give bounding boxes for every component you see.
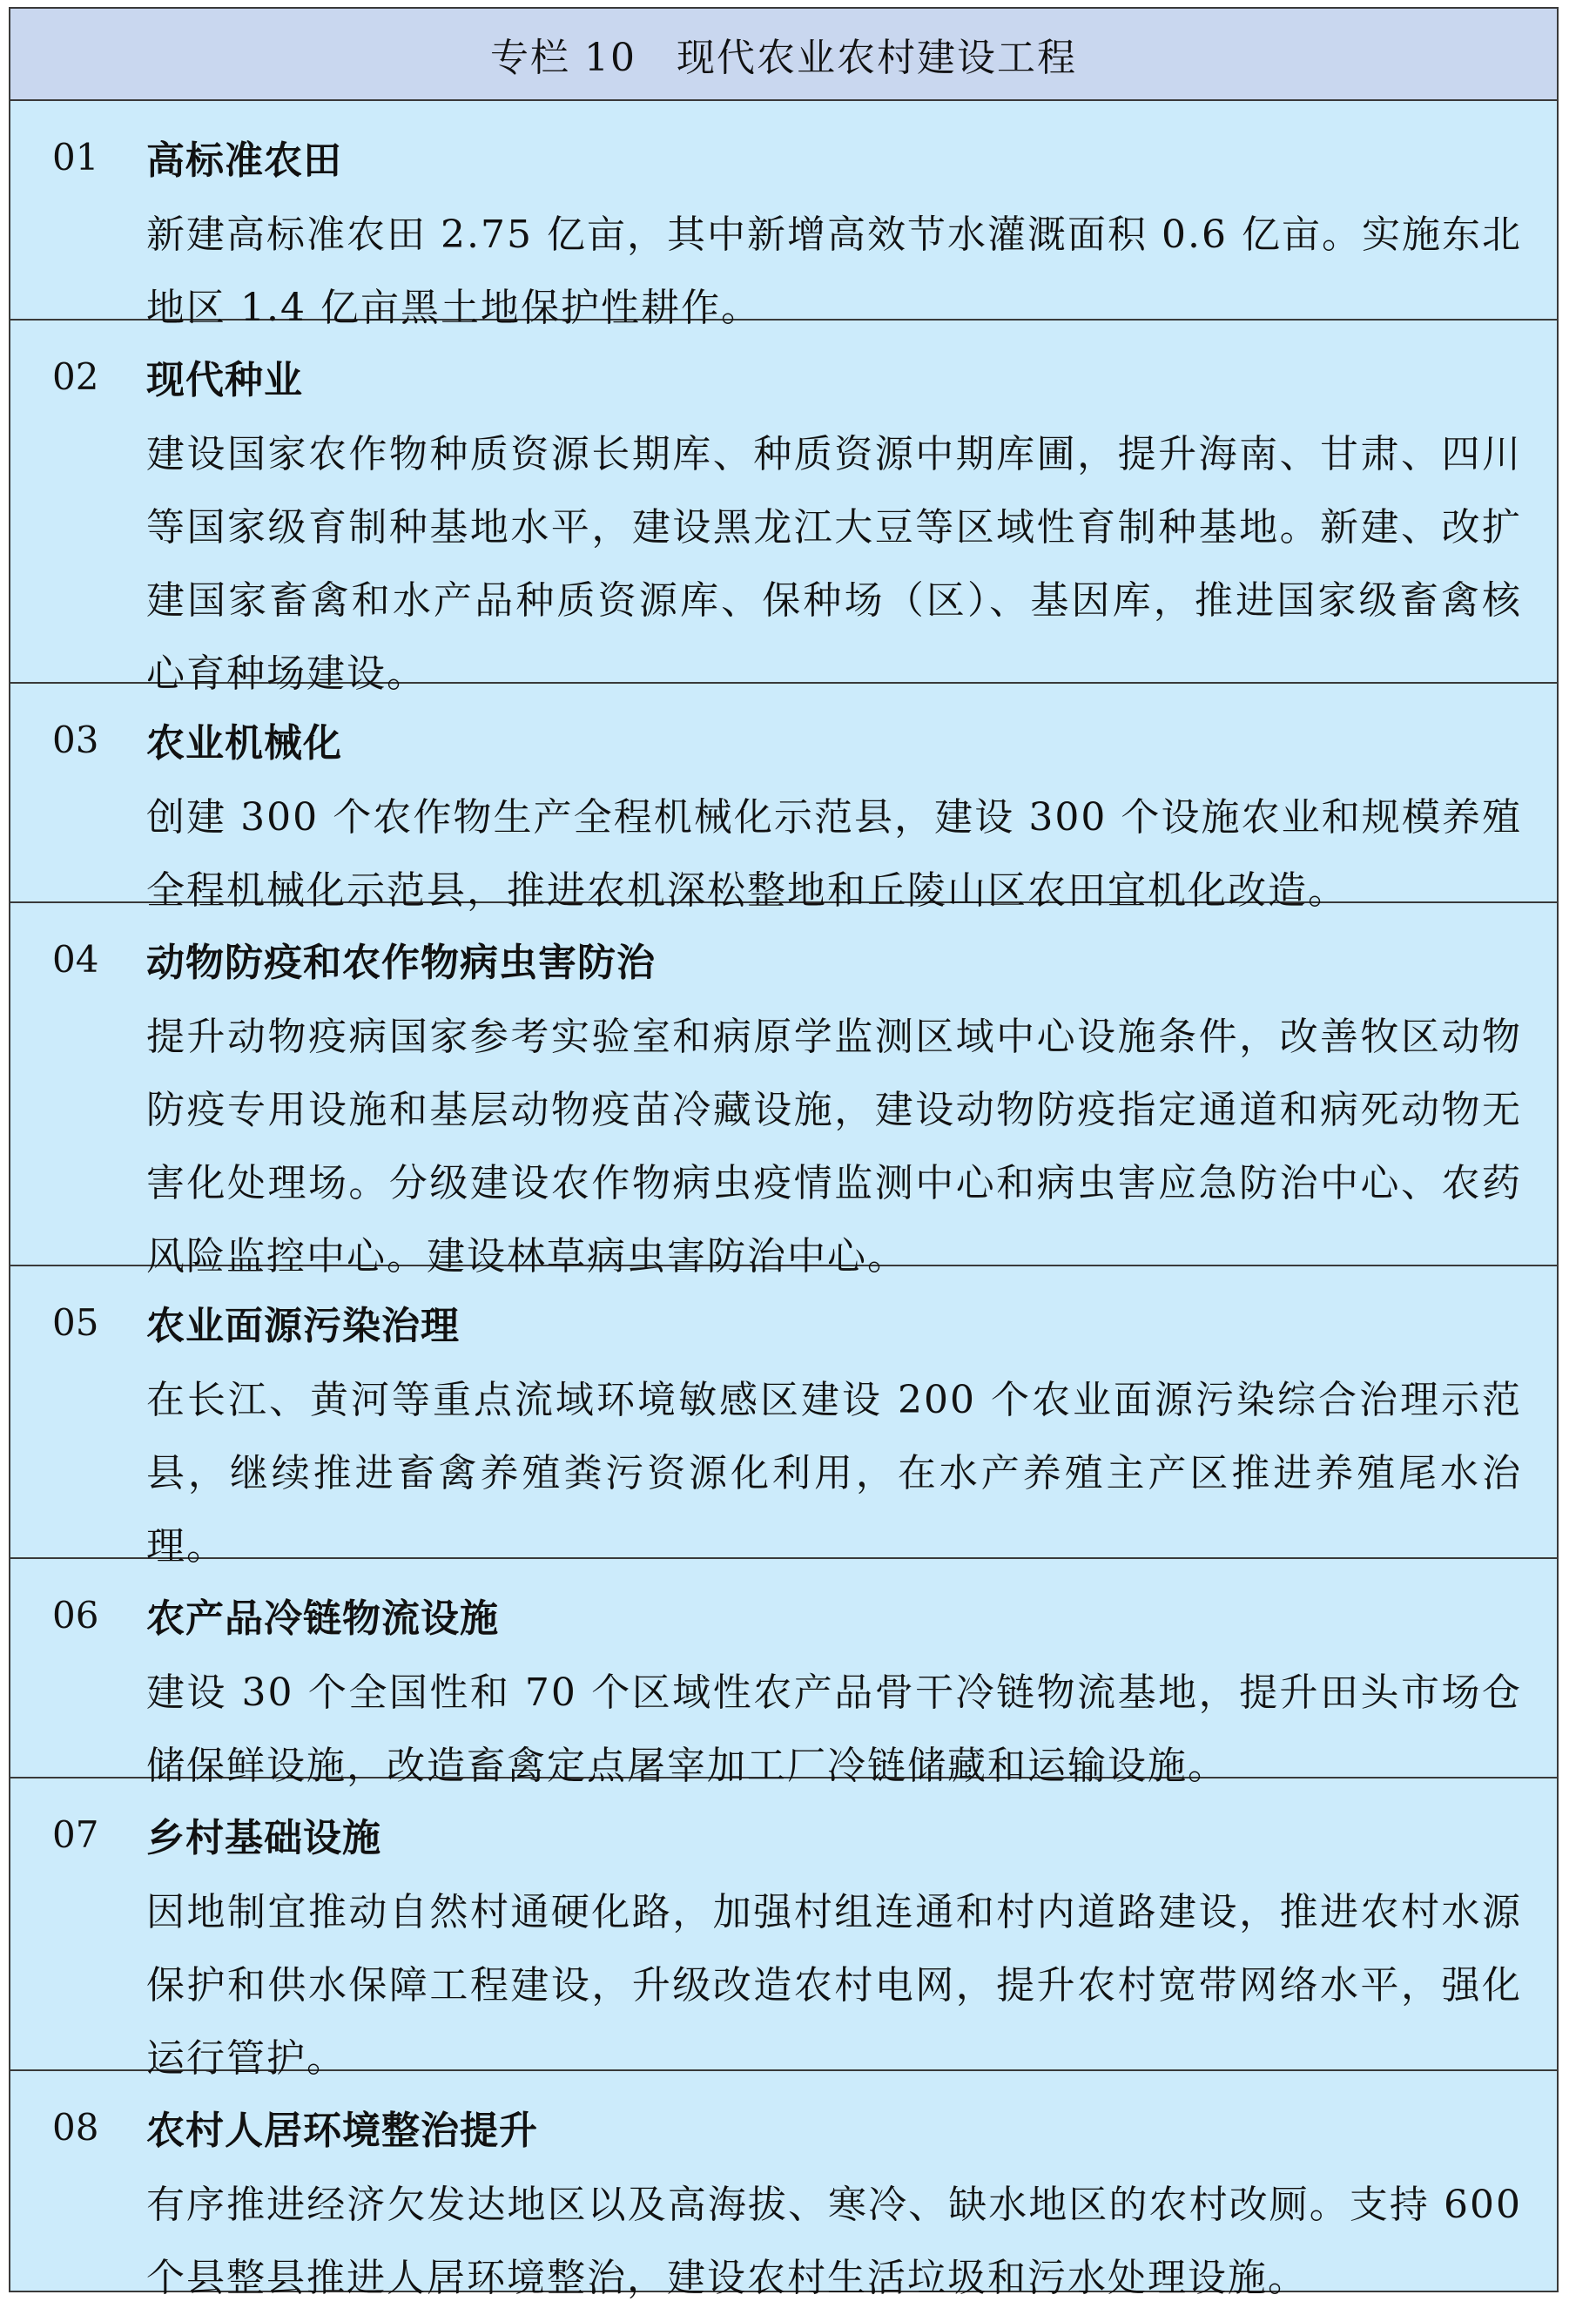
section-description: 建设 30 个全国性和 70 个区域性农产品骨干冷链物流基地，提升田头市场仓储保鲜设施，改造畜禽定点屠宰加工厂冷链储藏和运输设施。 xyxy=(146,1670,1522,1788)
section-title: 现代种业 xyxy=(146,358,303,402)
section-number: 03 xyxy=(52,718,99,761)
section-title: 农业面源污染治理 xyxy=(146,1304,460,1348)
section-description: 新建高标准农田 2.75 亿亩，其中新增高效节水灌溉面积 0.6 亿亩。实施东北地区 1.4 亿亩黑土地保护性耕作。 xyxy=(146,213,1522,330)
section-01 xyxy=(10,101,1557,330)
section-number: 07 xyxy=(52,1812,99,1856)
section-description: 在长江、黄河等重点流域环境敏感区建设 200 个农业面源污染综合治理示范县，继续推进畜禽养殖粪污资源化利用，在水产养殖主产区推进养殖尾水治理。 xyxy=(146,1378,1522,1569)
section-head xyxy=(52,712,342,767)
section-description: 创建 300 个农作物生产全程机械化示范县，建设 300 个设施农业和规模养殖全程机械化示范县，推进农机深松整地和丘陵山区农田宜机化改造。 xyxy=(146,795,1522,913)
section-description: 因地制宜推动自然村通硬化路，加强村组连通和村内道路建设，推进农村水源保护和供水保障工程建设，升级改造农村电网，提升农村宽带网络水平，强化运行管护。 xyxy=(146,1890,1522,2081)
section-number: 04 xyxy=(52,937,99,981)
section-07 xyxy=(10,1778,1557,2081)
section-title: 动物防疫和农作物病虫害防治 xyxy=(146,941,656,985)
section-description: 提升动物疫病国家参考实验室和病原学监测区域中心设施条件，改善牧区动物防疫专用设施和基层动物疫苗冷藏设施，建设动物防疫指定通道和病死动物无害化处理场。分级建设农作物病虫疫情监测中心和病虫害应急防治中心、农药风险监控中心。建设林草病虫害防治中心。 xyxy=(146,1015,1522,1279)
table-header xyxy=(10,9,1557,101)
section-head xyxy=(52,348,303,404)
project-table xyxy=(9,7,1559,2300)
section-head xyxy=(52,1294,460,1350)
section-title: 农产品冷链物流设施 xyxy=(146,1596,499,1641)
section-number: 08 xyxy=(52,2105,99,2149)
section-08 xyxy=(10,2071,1557,2300)
section-head xyxy=(52,129,342,185)
section-number: 02 xyxy=(52,354,99,398)
section-title: 农村人居环境整治提升 xyxy=(146,2109,538,2153)
section-description: 有序推进经济欠发达地区以及高海拔、寒冷、缺水地区的农村改厕。支持 600 个县整县推进人居环境整治，建设农村生活垃圾和污水处理设施。 xyxy=(146,2183,1522,2300)
table-title: 专栏 10 现代农业农村建设工程 xyxy=(490,36,1077,80)
section-number: 01 xyxy=(52,135,99,179)
section-06 xyxy=(10,1559,1557,1788)
section-number: 05 xyxy=(52,1300,99,1344)
section-title: 乡村基础设施 xyxy=(146,1816,381,1860)
section-head xyxy=(52,1806,381,1862)
section-number: 06 xyxy=(52,1593,99,1637)
section-description: 建设国家农作物种质资源长期库、种质资源中期库圃，提升海南、甘肃、四川等国家级育制种基地水平，建设黑龙江大豆等区域性育制种基地。新建、改扩建国家畜禽和水产品种质资源库、保种场（区）、基因库，推进国家级畜禽核心育种场建设。 xyxy=(146,432,1522,696)
section-head xyxy=(52,931,656,987)
section-05 xyxy=(10,1266,1557,1569)
section-04 xyxy=(10,903,1557,1279)
section-title: 农业机械化 xyxy=(146,721,342,766)
section-head xyxy=(52,1587,499,1643)
section-02 xyxy=(10,321,1557,696)
section-title: 高标准农田 xyxy=(146,138,342,183)
section-03 xyxy=(10,684,1557,913)
section-head xyxy=(52,2099,538,2155)
